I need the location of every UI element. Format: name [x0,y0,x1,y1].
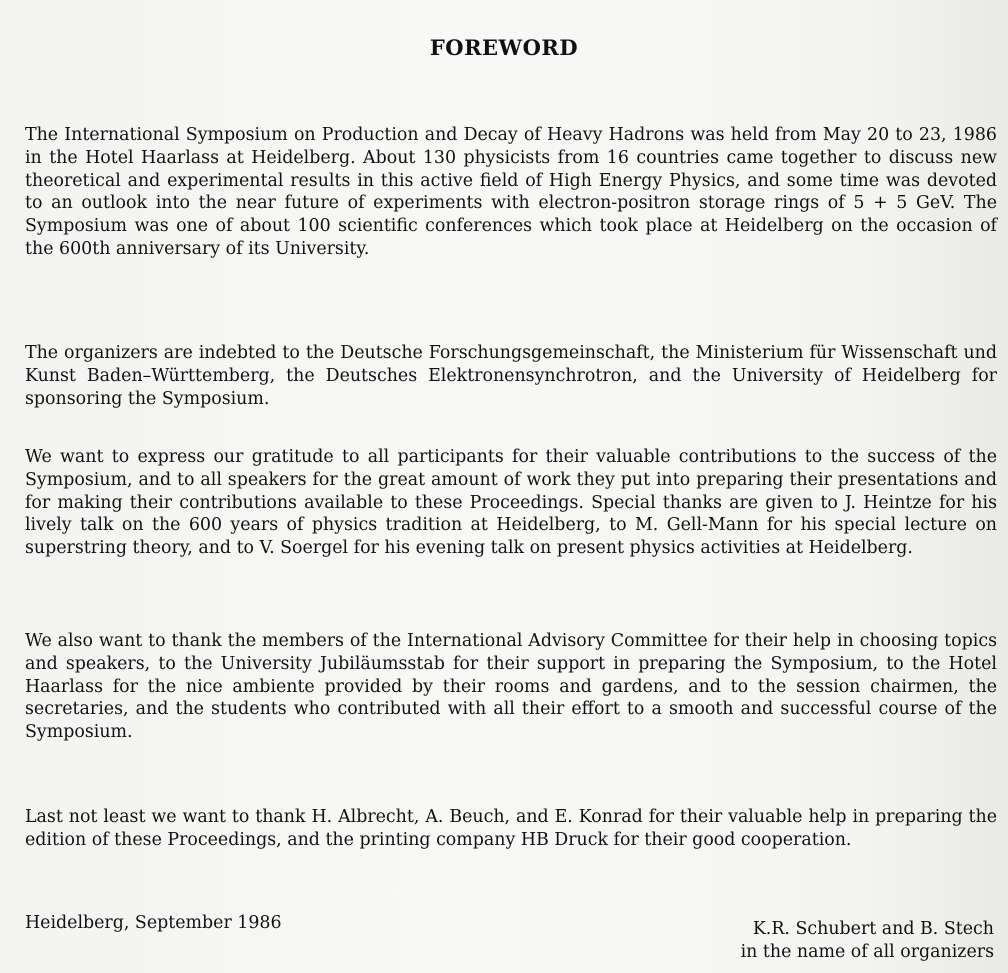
place-date: Heidelberg, September 1986 [25,913,282,933]
paragraph-thanks-committee: We also want to thank the members of the International Advisory Committee for their help in choosing topics and speakers, to the University Jubiläumsstab for their support in preparing the Symposium, to the Hotel Haarlass for the nice ambiente provided by their rooms and gardens, and to the session chairmen, the secretaries, and the students who contributed with all their effort to a smooth and successful course of the Symposium. [25,631,997,743]
paragraph-thanks-editors: Last not least we want to thank H. Albrecht, A. Beuch, and E. Konrad for their valuable help in preparing the edition of these Proceedings, and the printing company HB Druck for their good cooperation. [25,807,997,850]
paragraph-symposium-intro: The International Symposium on Production and Decay of Heavy Hadrons was held from May 20 to 23, 1986 in the Hotel Haarlass at Heidelberg. About 130 physicists from 16 countries came together to discuss new theoretical and experimental results in this active field of High Energy Physics, and some time was devoted to an outlook into the near future of experiments with electron-positron storage rings of 5 + 5 GeV. The Symposium was one of about 100 scientific conferences which took place at Heidelberg on the occasion of the 600th anniversary of its University. [25,125,997,259]
authors: K.R. Schubert and B. Stech [752,919,994,939]
paragraph-sponsors: The organizers are indebted to the Deutsche Forschungsgemeinschaft, the Ministerium für Wissenschaft und Kunst Baden–Württemberg, the Deutsches Elektronensynchrotron, and the University of Heidelberg for sponsoring the Symposium. [25,343,997,409]
authors-note: in the name of all organizers [740,942,994,962]
paragraph-gratitude: We want to express our gratitude to all participants for their valuable contributions to the success of the Symposium, and to all speakers for the great amount of work they put into preparing their presentations and for making their contributions available to these Proceedings. Special thanks are given to J. Heintze for his lively talk on the 600 years of physics tradition at Heidelberg, to M. Gell-Mann for his special lecture on superstring theory, and to V. Soergel for his evening talk on present physics activities at Heidelberg. [25,447,997,559]
page-title: FOREWORD [429,35,579,60]
signature-block [741,918,994,964]
